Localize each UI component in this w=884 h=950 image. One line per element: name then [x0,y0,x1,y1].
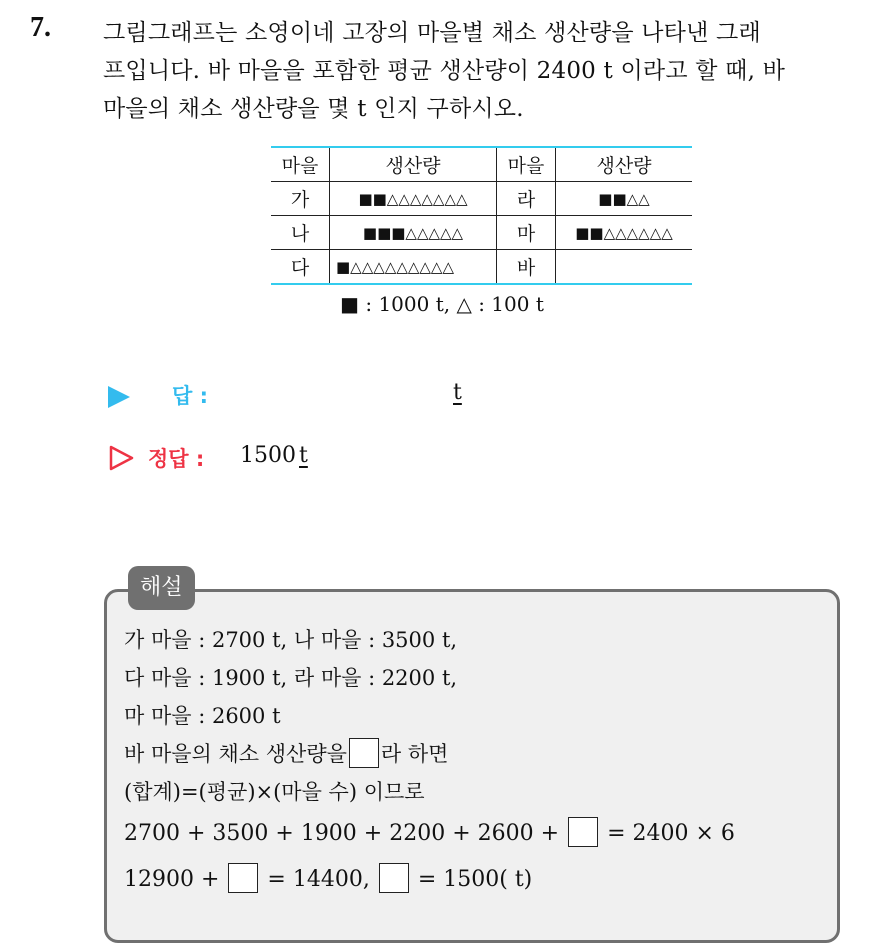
explanation-text: 바 마을의 채소 생산량을 [124,742,347,766]
header-production: 생산량 [556,147,693,182]
equation-text: = 14400, [267,867,370,892]
village-cell: 마 [497,216,556,250]
correct-value: 1500 [240,443,296,468]
question-number: 7. [30,12,51,43]
equation-text: 2700 + 3500 + 1900 + 2200 + 2600 + [124,821,560,846]
question-line: 그림그래프는 소영이네 고장의 마을별 채소 생산량을 나타낸 그래 [103,20,761,46]
picture-graph-table [271,146,692,285]
header-village: 마을 [271,147,330,182]
village-cell: 바 [497,250,556,285]
unknown-box [228,863,258,893]
graph-legend: ■ : 1000 t, △ : 100 t [340,292,544,316]
equation-text: 12900 + [124,867,220,892]
question-text [103,14,868,128]
correct-answer-label: 정답 : [148,447,205,471]
question-line: 마을의 채소 생산량을 몇 t 인지 구하시오. [103,96,524,122]
table-row [271,216,692,250]
correct-answer-value [240,443,308,468]
explanation-tag: 해설 [128,566,195,610]
pictogram-cell-empty [556,250,693,285]
unknown-box [379,863,409,893]
question-line: 프입니다. 바 마을을 포함한 평균 생산량이 2400 t 이라고 할 때, 바 [103,58,786,84]
explanation-line: 가 마을 : 2700 t, 나 마을 : 3500 t, [124,628,458,652]
table-row [271,182,692,216]
village-cell: 라 [497,182,556,216]
pictogram-cell: ■■△△△△△△ [556,216,693,250]
equation-text: = 2400 × 6 [607,821,735,846]
unknown-box [349,738,379,768]
pictogram-cell: ■■△△△△△△△ [330,182,497,216]
equation-line [124,861,735,899]
explanation-text: 라 하면 [380,742,449,766]
answer-input-unit[interactable]: t [453,380,462,405]
unknown-box [568,817,598,847]
play-triangle-icon [108,386,130,408]
explanation-line [124,735,735,773]
answer-label: 답 : [172,384,208,408]
explanation-content [124,621,735,899]
correct-unit: t [299,443,308,468]
explanation-line: (합계)=(평균)×(마을 수) 이므로 [124,780,425,804]
header-production: 생산량 [330,147,497,182]
table-row [271,250,692,285]
explanation-line: 마 마을 : 2600 t [124,704,281,728]
village-cell: 나 [271,216,330,250]
pictogram-cell: ■△△△△△△△△△ [330,250,497,285]
explanation-line: 다 마을 : 1900 t, 라 마을 : 2200 t, [124,666,458,690]
equation-line [124,815,735,853]
village-cell: 가 [271,182,330,216]
equation-text: = 1500( t) [417,867,533,892]
village-cell: 다 [290,257,310,279]
table-header-row [271,147,692,182]
pictogram-cell: ■■■△△△△△ [330,216,497,250]
header-village: 마을 [497,147,556,182]
outline-triangle-icon [108,445,134,471]
pictogram-cell: ■■△△ [556,182,693,216]
